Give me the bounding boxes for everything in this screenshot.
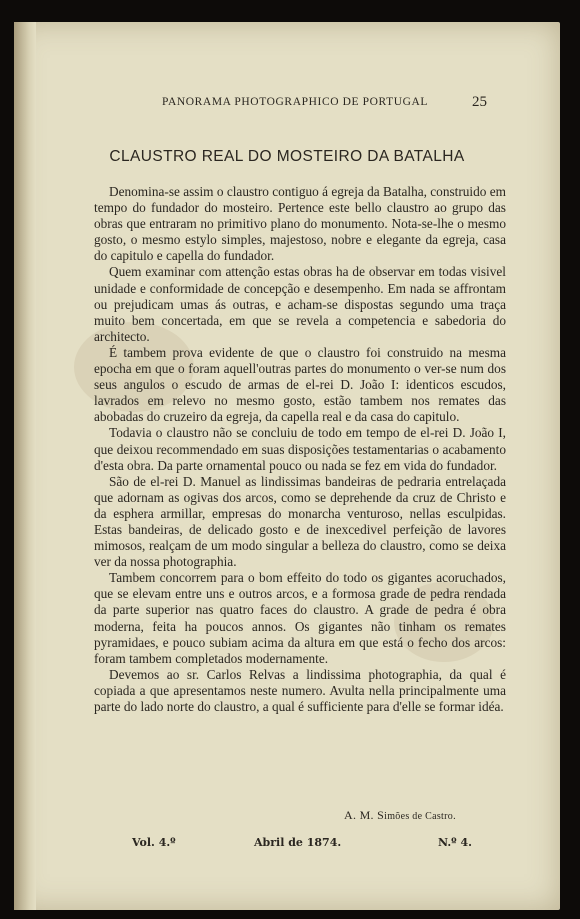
issue-number: N.º 4. (438, 836, 472, 849)
volume-label: Vol. 4.º (132, 836, 176, 849)
issue-date: Abril de 1874. (254, 836, 342, 849)
paragraph: Todavia o claustro não se concluiu de todo em tempo de el-rei D. João I, que deixou recommendado em suas disposições testamentarias o acabamento d'esta obra. Da parte ornamental pouco ou nada se fez em vida do fundador. (94, 425, 506, 473)
paragraph: São de el-rei D. Manuel as lindissimas bandeiras de pedraria entrelaçada que adornam as ogivas dos arcos, como se deprehende da cruz de Christo e da esphera armillar, empresas do monarcha venturoso, nellas esculpidas. Estas bandeiras, de delicado gosto e de inexcedivel perfeição de lavores mimosos, realçam de um modo singular a belleza do claustro, como se deixa ver da nossa photographia. (94, 473, 506, 570)
paragraph: Devemos ao sr. Carlos Relvas a lindissima photographia, da qual é copiada a que apresentamos neste numero. Avulta nella principalmente uma parte do lado norte do claustro, a qual é sufficiente para d'elle se formar idéa. (94, 666, 506, 714)
page-header (14, 94, 560, 114)
article-body (94, 184, 506, 715)
page-number: 25 (472, 94, 487, 110)
paragraph: Tambem concorrem para o bom effeito do todo os gigantes acoruchados, que se elevam entre uns e outros arcos, e a formosa grade de pedra rendada da parte superior nas quatro faces do claustro. A grade de pedra é obra moderna, feita ha poucos annos. Os gigantes não tinham os remates pyramidaes, e pouco subiam acima da altura em que está o fecho dos arcos: foram tambem completados modernamente. (94, 570, 506, 666)
signature-initials: A. M. S (344, 808, 385, 822)
signature-tail: astro. (432, 811, 456, 822)
article-title: CLAUSTRO REAL DO MOSTEIRO DA BATALHA (109, 148, 465, 165)
page-footer (14, 836, 560, 856)
paragraph: Denomina-se assim o claustro contiguo á egreja da Batalha, construido em tempo do fundador do mosteiro. Pertence este bello claustro ao grupo das obras que entraram no primitivo plano do monumento. Nota-se-lhe o mesmo gosto, o mesmo estylo simples, majestoso, nobre e elegante da egreja, casa do capitulo e capella do fundador. (94, 184, 506, 264)
running-head: PANORAMA PHOTOGRAPHICO DE PORTUGAL (162, 96, 429, 108)
author-signature (344, 808, 456, 823)
paragraph: É tambem prova evidente de que o claustro foi construido na mesma epocha em que o foram aquell'outras partes do monumento o ver-se num dos seus angulos o escudo de armas de el-rei D. João I: identicos escudos, lavrados em relevo no mesmo gosto, estão tambem nos remates das abobadas do cruzeiro da egreja, da capella real e da casa do capitulo. (94, 344, 506, 425)
paragraph: Quem examinar com attenção estas obras ha de observar em todas visivel unidade e conformidade de concepção e desempenho. Em nada se affrontam ou prejudicam umas ás outras, e acham-se dispostas segundo uma traça muito bem concertada, em que se revela a competencia e sabedoria do architecto. (94, 264, 506, 344)
signature-name: imões de C (384, 811, 433, 822)
page (14, 22, 560, 910)
